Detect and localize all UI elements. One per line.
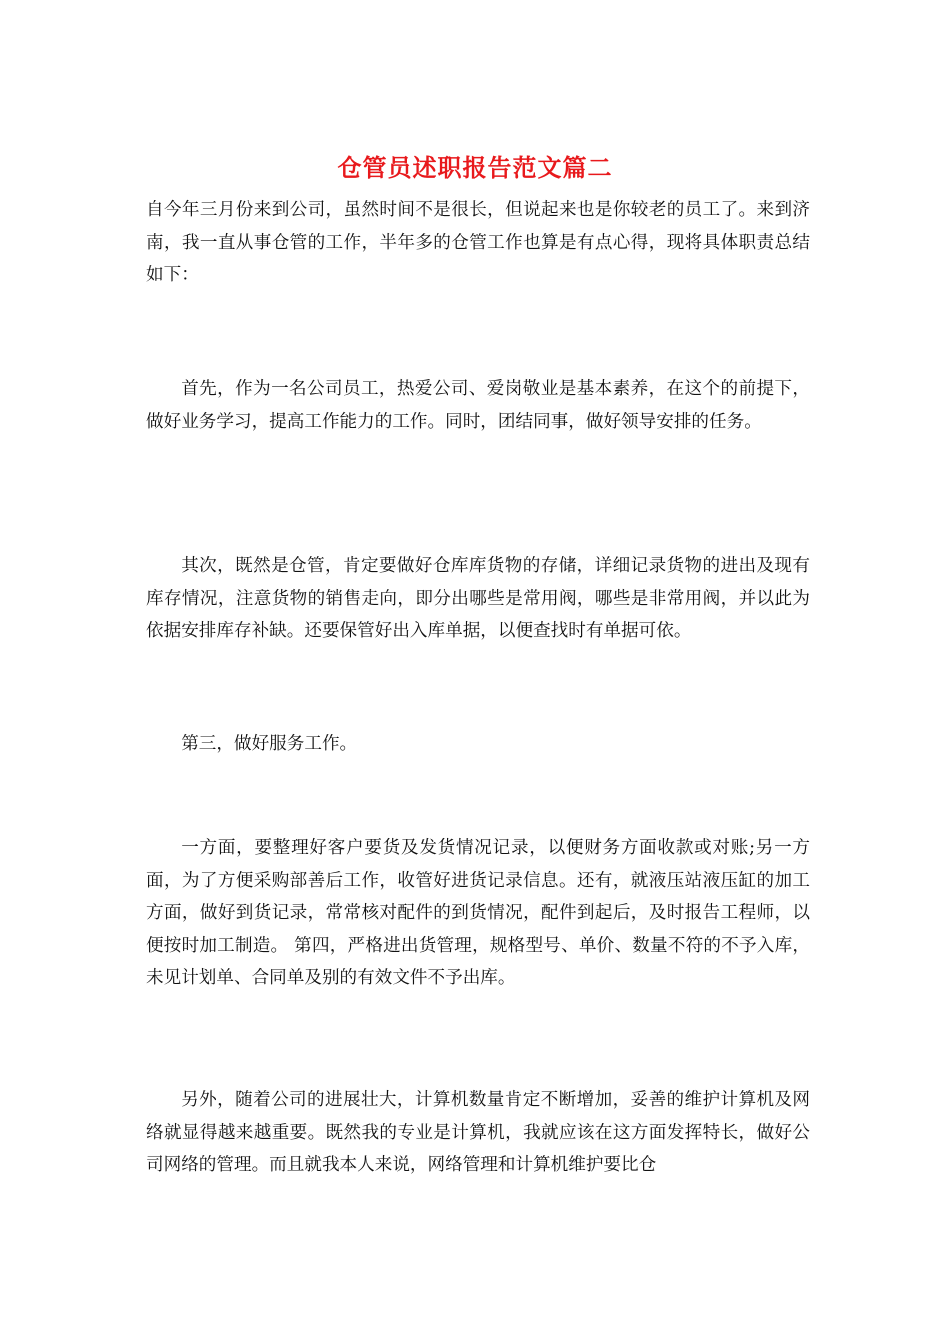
paragraph-intro: 自今年三月份来到公司，虽然时间不是很长，但说起来也是你较老的员工了。来到济南，我一直从事仓管的工作，半年多的仓管工作也算是有点心得，现将具体职责总结如下： [146,200,810,285]
paragraph-on-one-hand: 一方面，要整理好客户要货及发货情况记录，以便财务方面收款或对账;另一方面，为了方便采购部善后工作，收管好进货记录信息。还有，就液压站液压缸的加工方面，做好到货记录，常常核对配件的到货情况，配件到起后，及时报告工程师，以便按时加工制造。 第四，严格进出货管理，规格型号、单价、数量不符的不予入库，未见计划单、合同单及别的有效文件不予出库。 [146,838,810,988]
paragraph-second: 其次，既然是仓管，肯定要做好仓库库货物的存储，详细记录货物的进出及现有库存情况，注意货物的销售走向，即分出哪些是常用阀，哪些是非常用阀，并以此为依据安排库存补缺。还要保管好出入库单据，以便查找时有单据可依。 [146,556,810,641]
document-title: 仓管员述职报告范文篇二 [337,153,613,182]
paragraph-first: 首先，作为一名公司员工，热爱公司、爱岗敬业是基本素养，在这个的前提下，做好业务学习，提高工作能力的工作。同时，团结同事，做好领导安排的任务。 [146,379,810,432]
paragraph-third: 第三，做好服务工作。 [181,734,358,754]
paragraph-in-addition: 另外，随着公司的进展壮大，计算机数量肯定不断增加，妥善的维护计算机及网络就显得越来越重要。既然我的专业是计算机，我就应该在这方面发挥特长，做好公司网络的管理。而且就我本人来说，网络管理和计算机维护要比仓 [146,1090,810,1175]
